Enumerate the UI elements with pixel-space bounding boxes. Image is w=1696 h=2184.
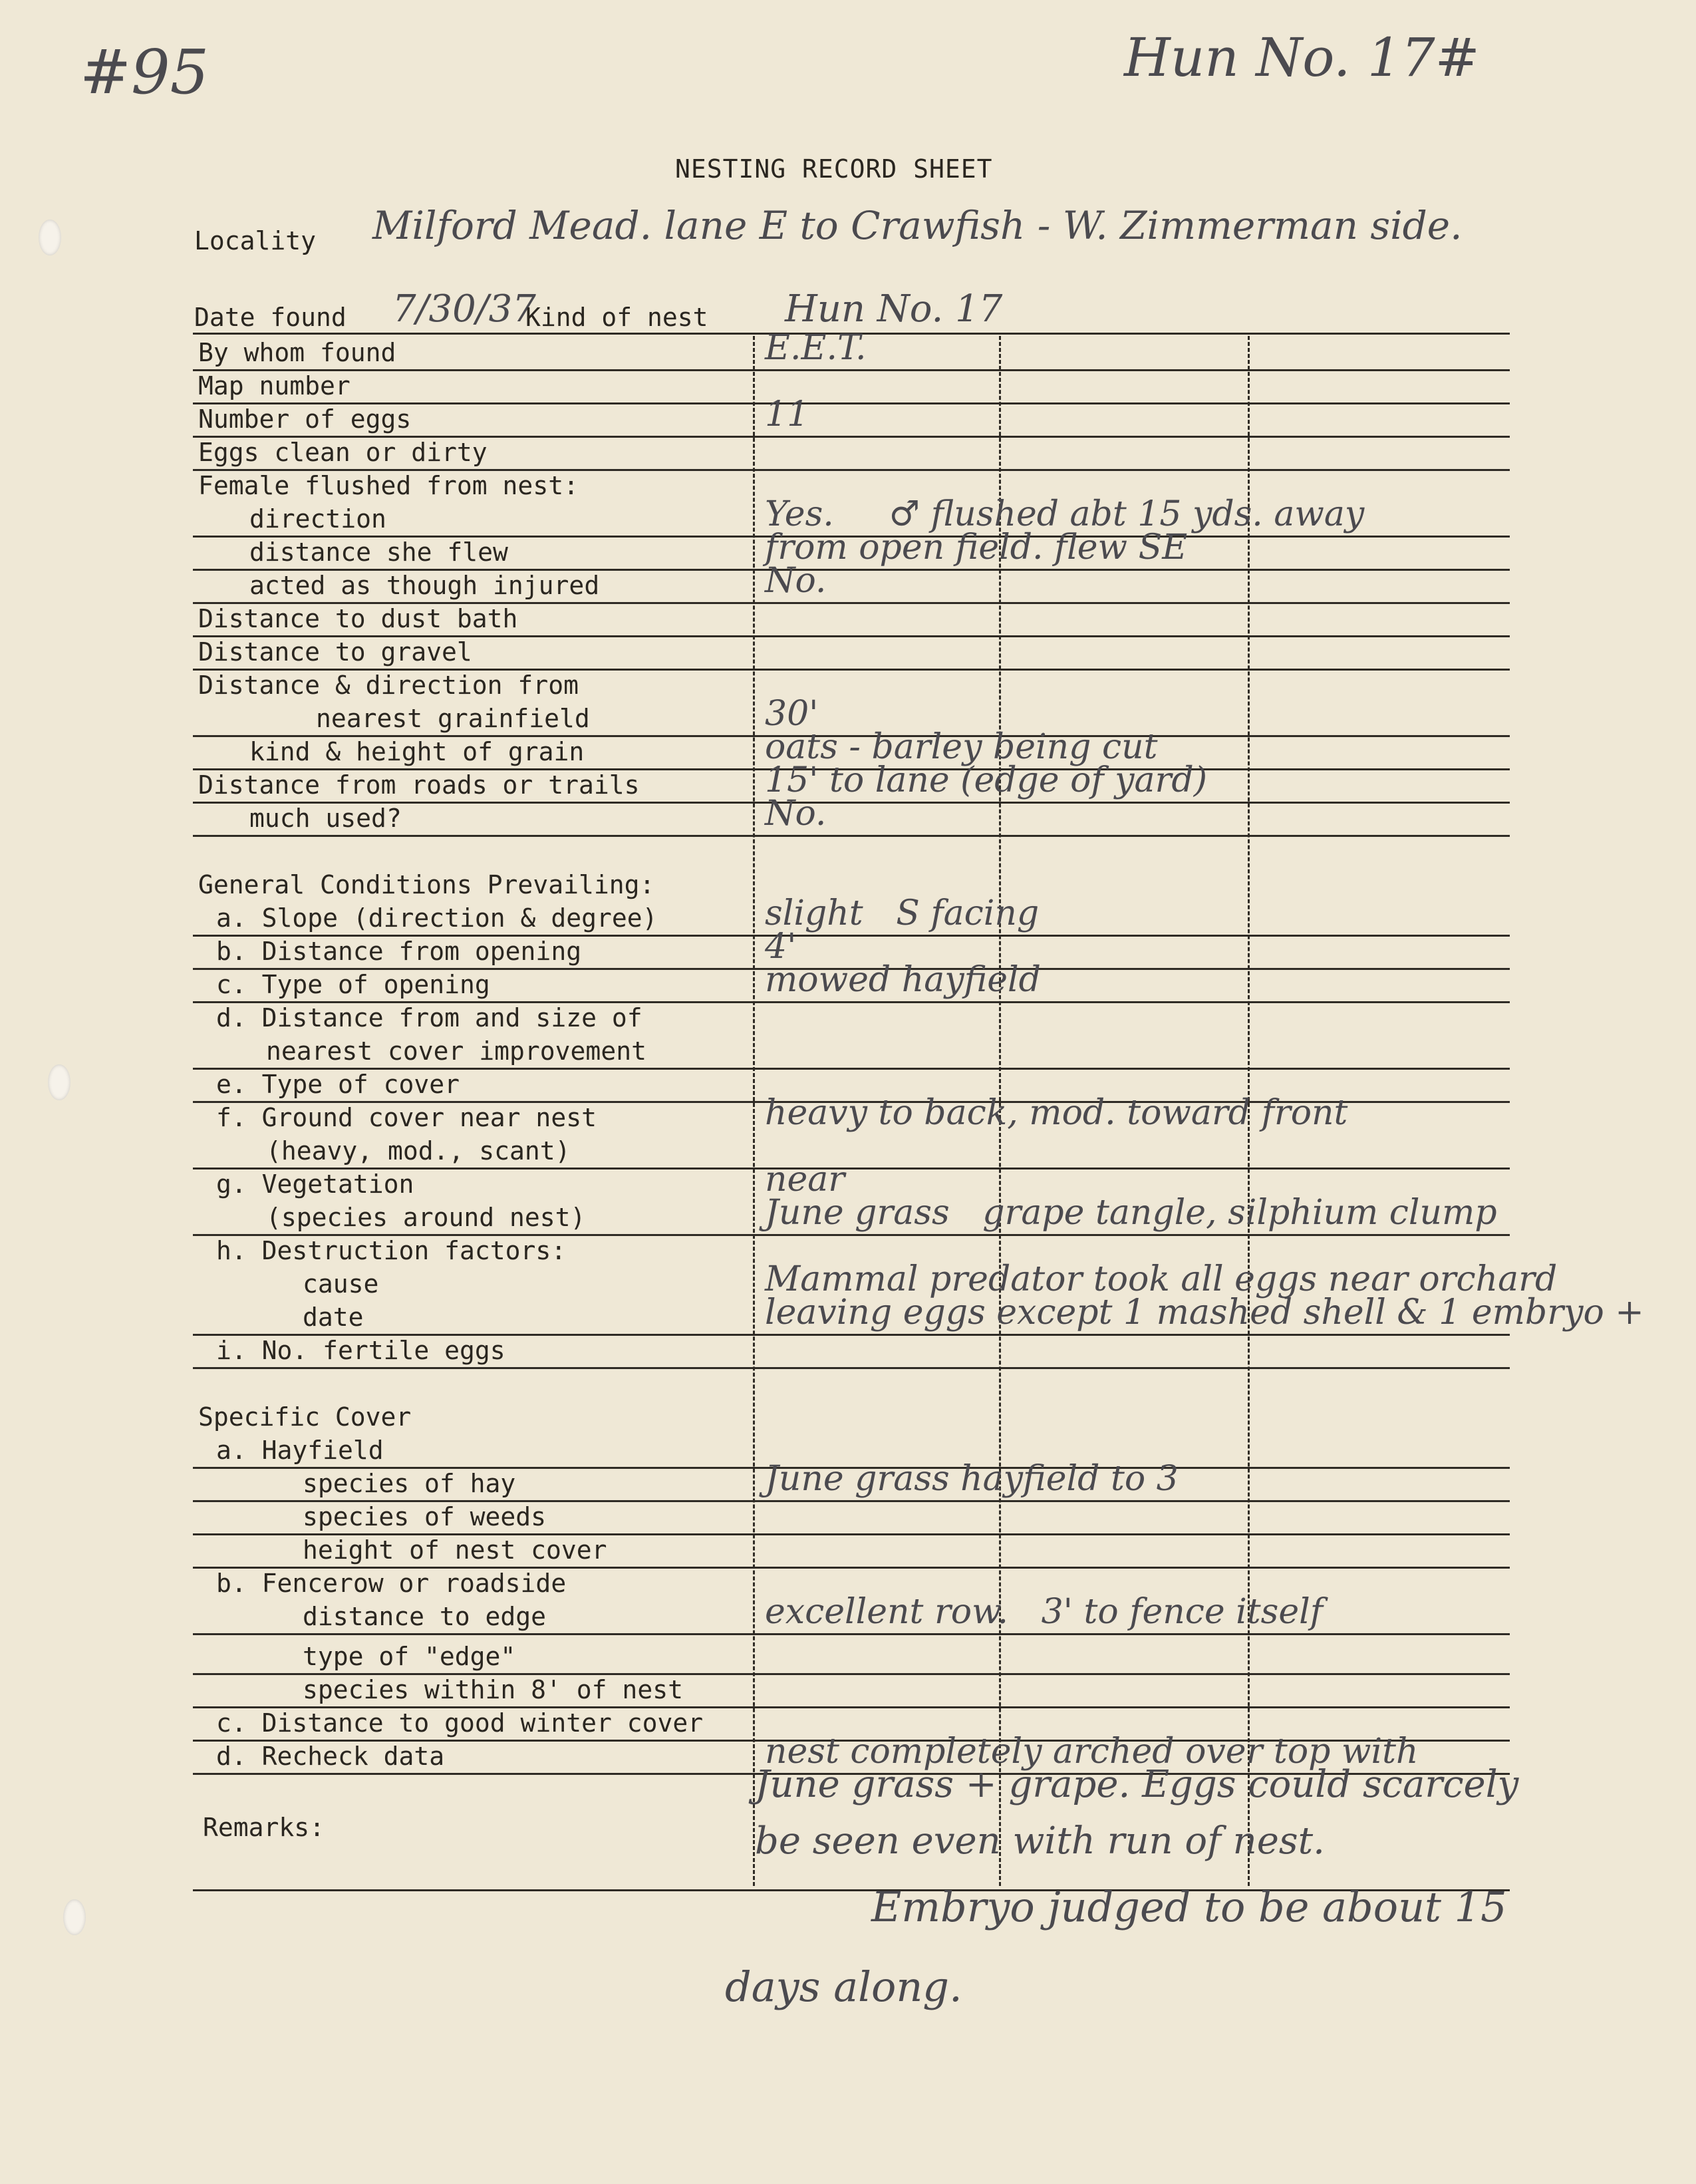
- row-value: near: [765, 1160, 845, 1199]
- hun-number: Hun No. 17#: [1124, 27, 1480, 88]
- row-value: 30': [765, 694, 819, 734]
- rule-line: [193, 835, 1510, 837]
- row-value: leaving eggs except 1 mashed shell & 1 embryo +: [765, 1293, 1644, 1332]
- row-label: distance to edge: [303, 1602, 547, 1631]
- row-label: species of hay: [303, 1469, 516, 1498]
- row-label: (heavy, mod., scant): [266, 1136, 571, 1166]
- row-value: excellent row. 3' to fence itself: [765, 1592, 1324, 1632]
- row-label: h. Destruction factors:: [216, 1236, 567, 1265]
- date-found-label: Date found: [194, 303, 347, 332]
- row-value: nest completely arched over top with: [765, 1732, 1419, 1772]
- row-label: distance she flew: [249, 538, 508, 567]
- row-value: 11: [765, 394, 809, 434]
- row-label: species within 8' of nest: [303, 1675, 683, 1704]
- row-label: i. No. fertile eggs: [216, 1336, 505, 1365]
- row-label: Number of eggs: [198, 404, 412, 434]
- punch-hole: [48, 1064, 71, 1100]
- row-label: Distance to dust bath: [198, 604, 518, 633]
- punch-hole: [63, 1899, 86, 1935]
- row-label: direction: [249, 504, 386, 534]
- row-value: slight S facing: [765, 893, 1040, 933]
- locality-label: Locality: [194, 226, 317, 255]
- date-found-value: 7/30/37: [392, 287, 536, 331]
- locality-value: Milford Mead. lane E to Crawfish - W. Zimmerman side.: [372, 203, 1463, 248]
- row-label: c. Type of opening: [216, 970, 490, 999]
- row-label: (species around nest): [266, 1203, 586, 1232]
- kind-of-nest-label: Kind of nest: [525, 303, 708, 332]
- row-value: Mammal predator took all eggs near orchard: [765, 1259, 1558, 1299]
- row-value: Yes. ♂ flushed abt 15 yds. away: [765, 494, 1365, 534]
- row-value: June grass hayfield to 3: [765, 1459, 1179, 1499]
- row-label: By whom found: [198, 338, 396, 367]
- row-label: Female flushed from nest:: [198, 471, 579, 500]
- row-label: nearest grainfield: [316, 704, 590, 733]
- row-value: from open field. flew SE: [765, 528, 1188, 567]
- row-value: No.: [765, 794, 827, 834]
- rule-line: [193, 369, 1510, 371]
- row-label: much used?: [249, 804, 402, 833]
- row-label: General Conditions Prevailing:: [198, 870, 655, 899]
- row-value: oats - barley being cut: [765, 727, 1158, 767]
- row-label: type of "edge": [303, 1642, 516, 1671]
- punch-hole: [39, 220, 61, 255]
- row-label: c. Distance to good winter cover: [216, 1708, 704, 1738]
- kind-of-nest-value: Hun No. 17: [785, 287, 1003, 331]
- row-label: a. Slope (direction & degree): [216, 903, 658, 933]
- remarks-line: Embryo judged to be about 15: [871, 1883, 1507, 1931]
- row-label: Eggs clean or dirty: [198, 438, 488, 467]
- row-label: Distance & direction from: [198, 671, 579, 700]
- row-label: Map number: [198, 371, 351, 400]
- row-label: Distance to gravel: [198, 637, 472, 667]
- row-label: cause: [303, 1269, 379, 1299]
- catalog-number: #95: [80, 37, 210, 108]
- row-label: height of nest cover: [303, 1535, 607, 1565]
- row-value: 4': [765, 927, 797, 967]
- row-value: 15' to lane (edge of yard): [765, 760, 1207, 800]
- remarks-line: days along.: [725, 1962, 962, 2011]
- row-label: Specific Cover: [198, 1402, 412, 1432]
- row-label: date: [303, 1303, 364, 1332]
- row-label: a. Hayfield: [216, 1436, 384, 1465]
- row-label: nearest cover improvement: [266, 1036, 646, 1066]
- row-value: No.: [765, 561, 827, 601]
- row-label: acted as though injured: [249, 571, 600, 600]
- row-label: b. Distance from opening: [216, 937, 582, 966]
- row-label: g. Vegetation: [216, 1170, 414, 1199]
- row-value: heavy to back, mod. toward front: [765, 1093, 1348, 1133]
- row-label: b. Fencerow or roadside: [216, 1569, 567, 1598]
- row-value: E.E.T.: [765, 328, 867, 368]
- remarks-line: June grass + grape. Eggs could scarcely: [755, 1763, 1519, 1806]
- rule-line: [193, 1367, 1510, 1369]
- remarks-line: be seen even with run of nest.: [755, 1819, 1325, 1863]
- row-label: e. Type of cover: [216, 1070, 460, 1099]
- remarks-label: Remarks:: [203, 1813, 325, 1842]
- row-value: June grass grape tangle, silphium clump: [765, 1193, 1497, 1233]
- row-label: d. Recheck data: [216, 1742, 445, 1771]
- row-label: species of weeds: [303, 1502, 547, 1531]
- row-label: kind & height of grain: [249, 737, 585, 766]
- row-label: f. Ground cover near nest: [216, 1103, 597, 1132]
- row-label: Distance from roads or trails: [198, 770, 640, 800]
- row-value: mowed hayfield: [765, 960, 1041, 1000]
- page-title: NESTING RECORD SHEET: [675, 154, 993, 184]
- rule-line: [193, 1633, 1510, 1635]
- row-label: d. Distance from and size of: [216, 1003, 642, 1032]
